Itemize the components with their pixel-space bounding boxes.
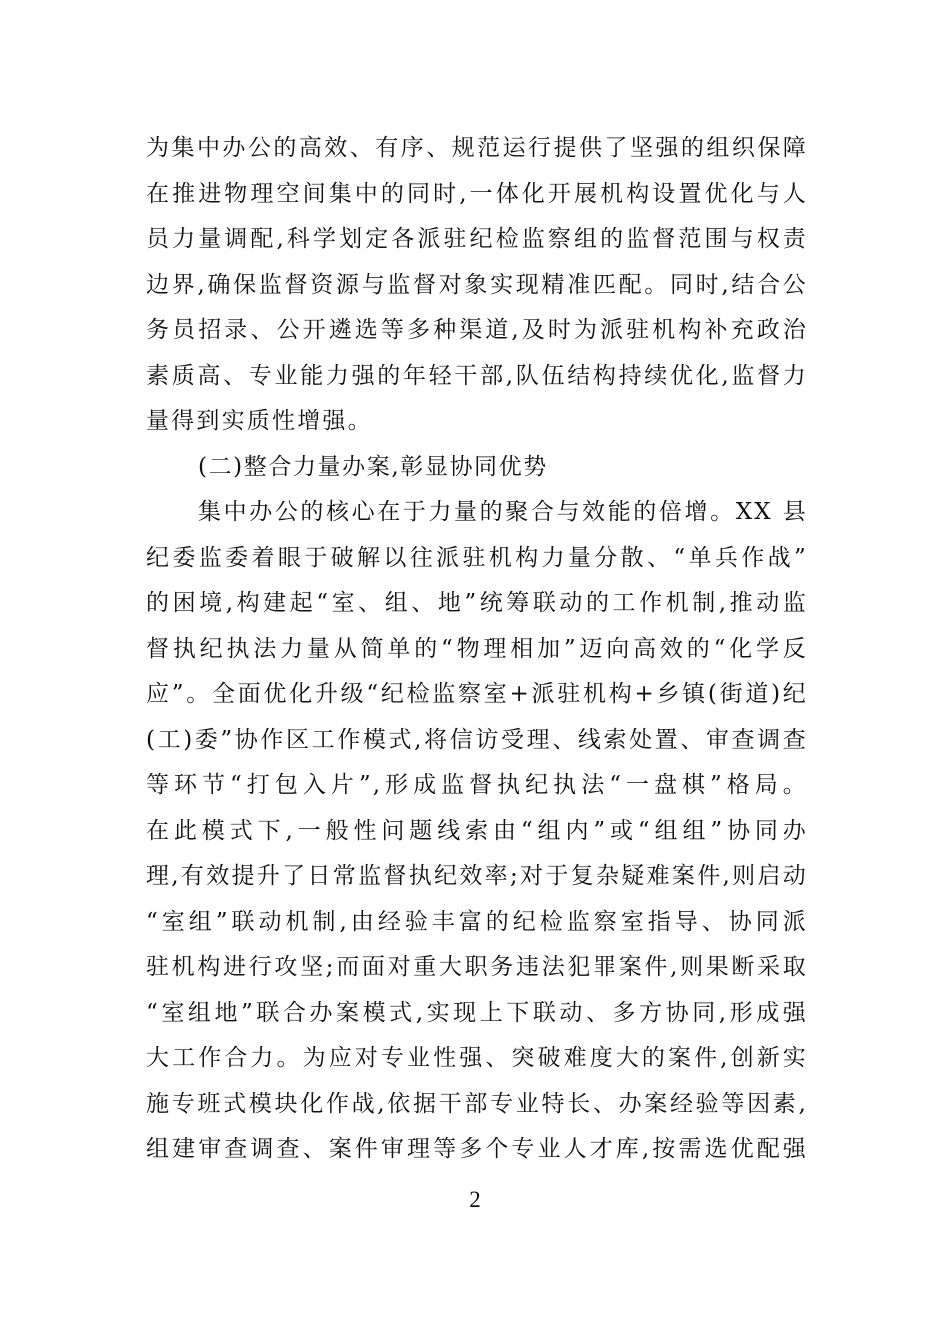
paragraph-line: 为集中办公的高效、有序、规范运行提供了坚强的组织保障 <box>146 135 808 161</box>
paragraph-line: “室组地”联合办案模式,实现上下联动、多方协同,形成强 <box>146 999 808 1026</box>
paragraph-line: 的困境,构建起“室、组、地”统筹联动的工作机制,推动监 <box>146 590 808 616</box>
paragraph-line: 理,有效提升了日常监督执纪效率;对于复杂疑难案件,则启动 <box>146 863 808 889</box>
body-text <box>146 126 808 1173</box>
page-number: 2 <box>469 1187 481 1212</box>
paragraph-line: 量得到实质性增强。 <box>146 408 373 434</box>
paragraph-line: 等环节“打包入片”,形成监督执纪执法“一盘棋”格局。 <box>146 772 808 798</box>
paragraph-line: 纪委监委着眼于破解以往派驻机构力量分散、“单兵作战” <box>146 544 808 571</box>
paragraph-line: 驻机构进行攻坚;而面对重大职务违法犯罪案件,则果断采取 <box>146 954 808 980</box>
paragraph-line: 应”。全面优化升级“纪检监察室+派驻机构+乡镇(街道)纪 <box>146 681 808 707</box>
paragraph-line: 边界,确保监督资源与监督对象实现精准匹配。同时,结合公 <box>146 271 808 298</box>
paragraph-line: 大工作合力。为应对专业性强、突破难度大的案件,创新实 <box>146 1045 808 1071</box>
paragraph-line: 在推进物理空间集中的同时,一体化开展机构设置优化与人 <box>146 180 808 207</box>
paragraph-line: 在此模式下,一般性问题线索由“组内”或“组组”协同办 <box>146 817 808 844</box>
paragraph-line: 素质高、专业能力强的年轻干部,队伍结构持续优化,监督力 <box>146 362 808 389</box>
paragraph-line: 务员招录、公开遴选等多种渠道,及时为派驻机构补充政治 <box>146 317 808 343</box>
paragraph-line: 组建审查调查、案件审理等多个专业人才库,按需选优配强 <box>146 1136 808 1162</box>
paragraph-line: 集中办公的核心在于力量的聚合与效能的倍增。XX 县 <box>198 499 808 525</box>
paragraph-line: 督执纪执法力量从简单的“物理相加”迈向高效的“化学反 <box>146 635 808 662</box>
section-heading: (二)整合力量办案,彰显协同优势 <box>198 453 548 480</box>
paragraph-line: 施专班式模块化作战,依据干部专业特长、办案经验等因素, <box>146 1090 808 1117</box>
paragraph-line: 员力量调配,科学划定各派驻纪检监察组的监督范围与权责 <box>146 226 808 252</box>
paragraph-line: “室组”联动机制,由经验丰富的纪检监察室指导、协同派 <box>146 908 808 935</box>
paragraph-line: (工)委”协作区工作模式,将信访受理、线索处置、审查调查 <box>146 726 808 753</box>
